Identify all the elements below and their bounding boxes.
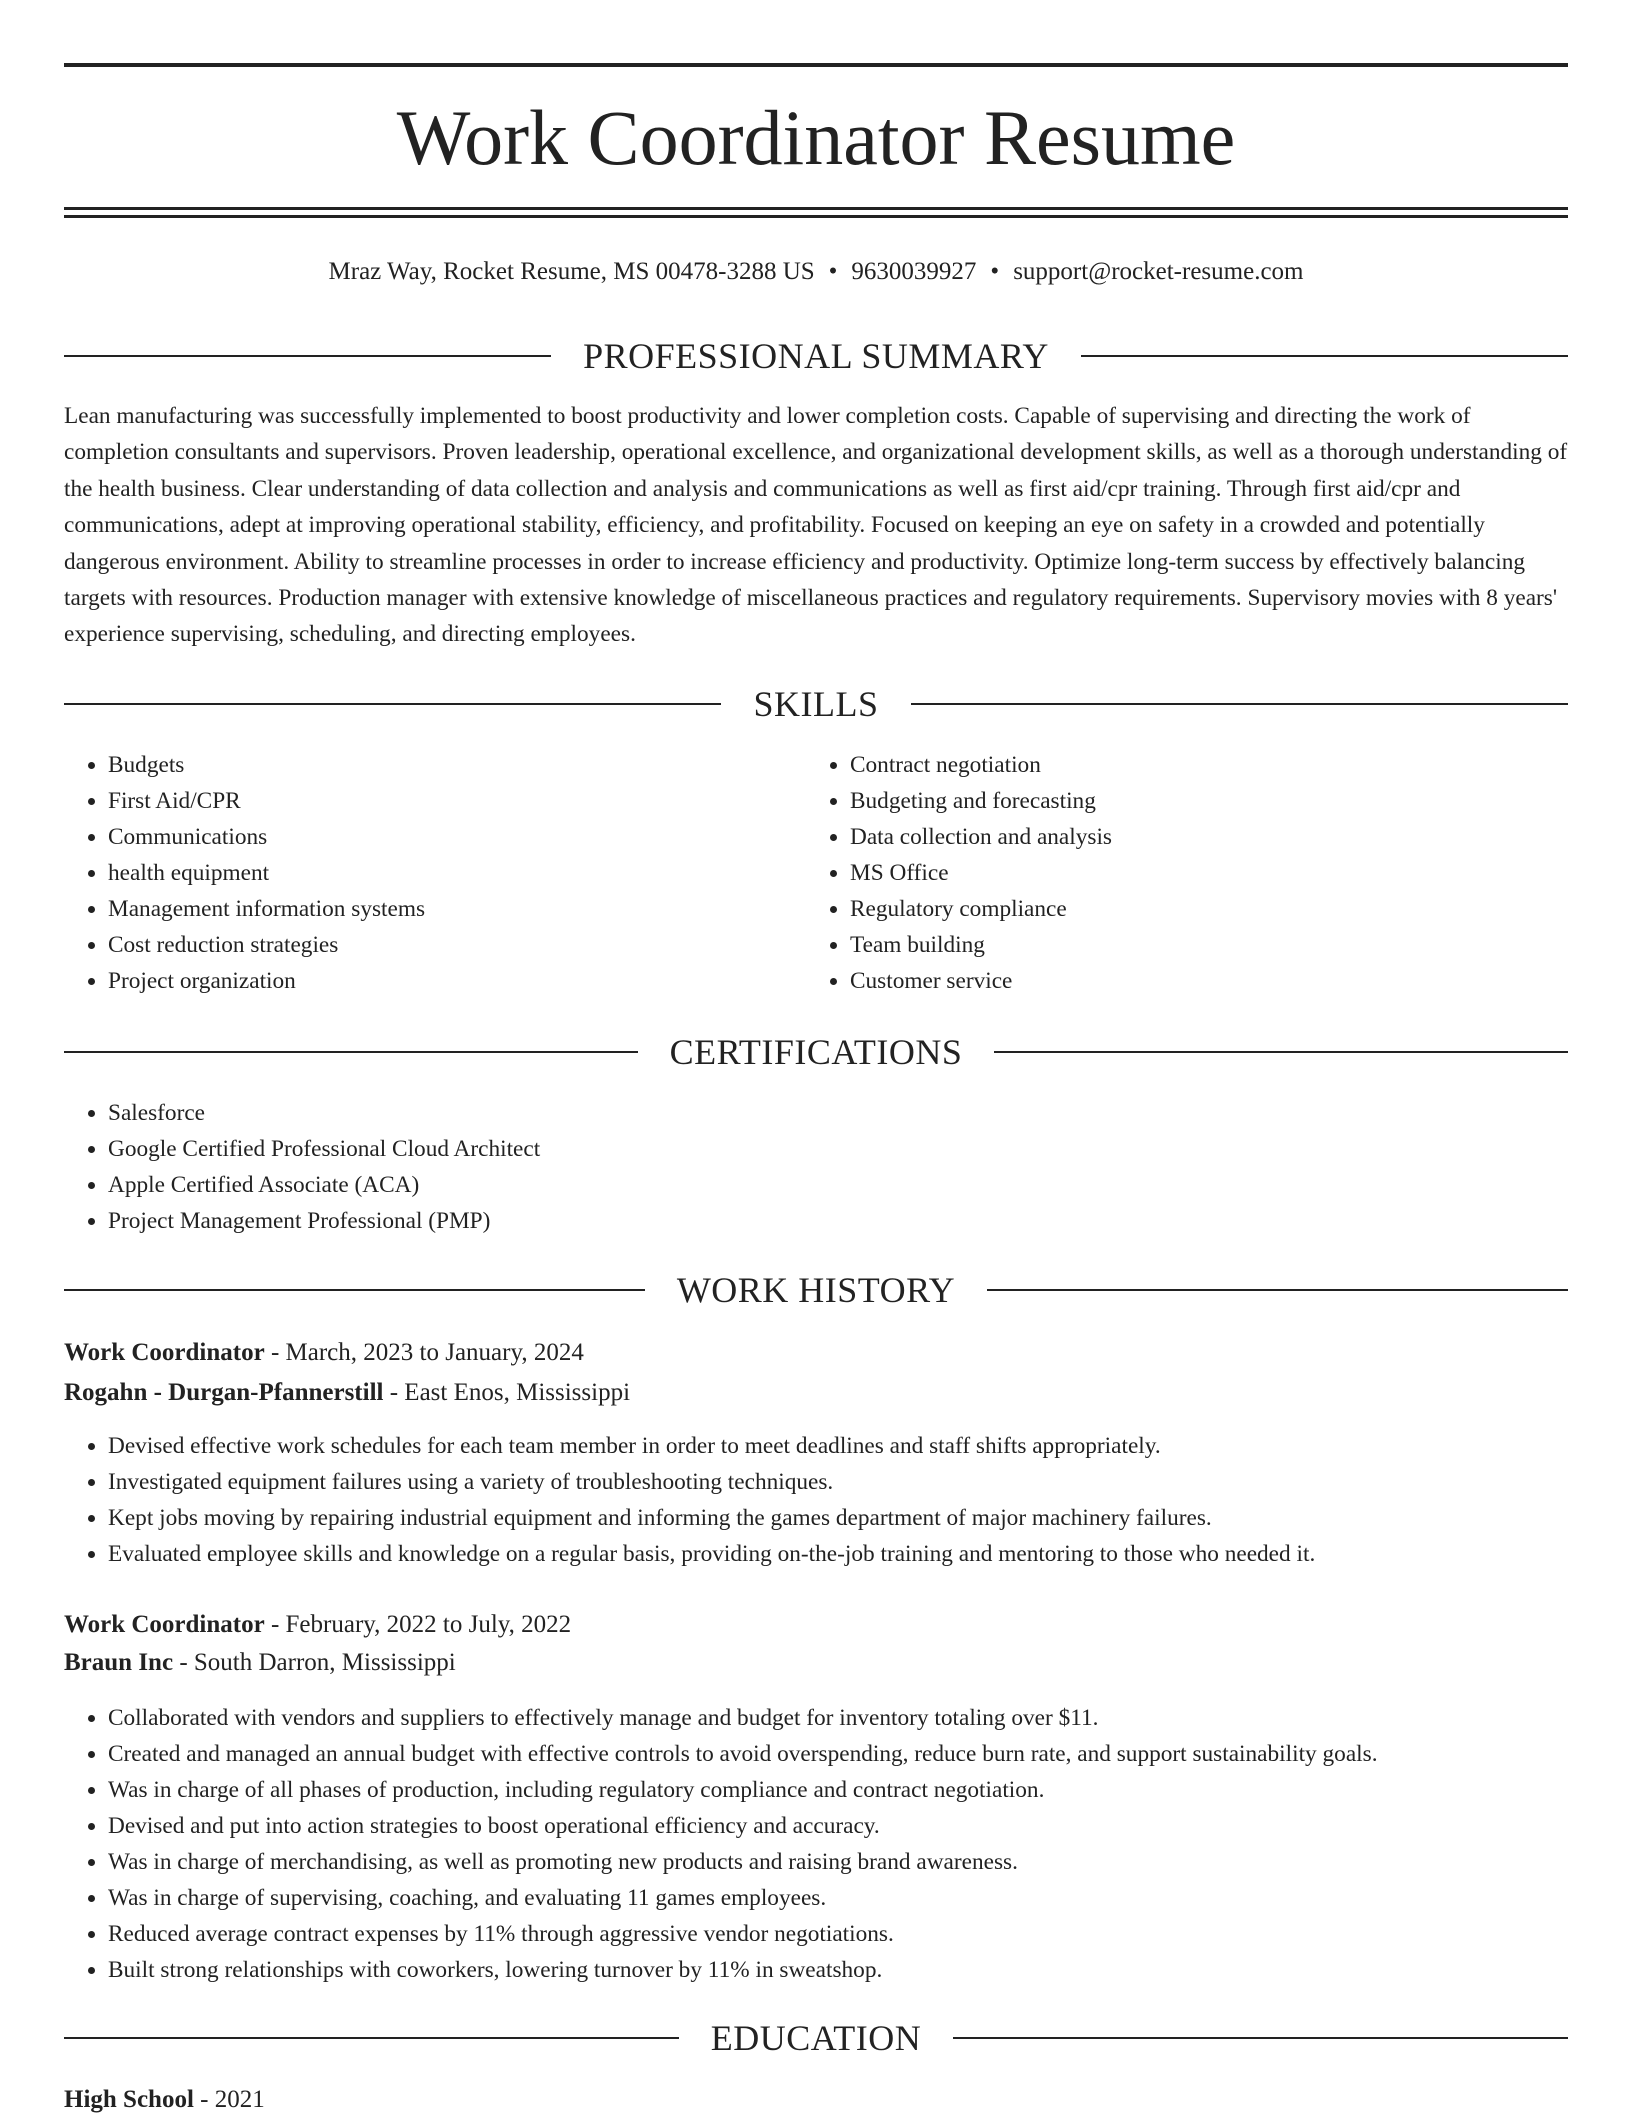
skill-item: • Budgets xyxy=(108,747,804,783)
education-line xyxy=(64,2082,1568,2118)
skill-item: • Team building xyxy=(850,927,1546,963)
job-bullet: • Reduced average contract expenses by 11% through aggressive vendor negotiations. xyxy=(108,1916,1568,1952)
job-company: Braun Inc xyxy=(64,1649,174,1676)
certification-item: • Project Management Professional (PMP) xyxy=(108,1203,1568,1239)
job-location: - South Darron, Mississippi xyxy=(173,1649,456,1676)
top-rule xyxy=(64,63,1568,67)
job-dates: - February, 2022 to July, 2022 xyxy=(264,1611,572,1638)
title-rule-upper xyxy=(64,207,1568,210)
job-title-line xyxy=(64,1607,1568,1643)
job-bullet: • Evaluated employee skills and knowledge on a regular basis, providing on-the-job training and mentoring to those who needed it. xyxy=(108,1536,1568,1572)
job-bullet: • Devised effective work schedules for each team member in order to meet deadlines and staff shifts appropriately. xyxy=(108,1428,1568,1464)
education-year: - 2021 xyxy=(193,2086,265,2113)
job-company-line xyxy=(64,1645,1568,1681)
page-title: Work Coordinator Resume xyxy=(396,94,1236,181)
contact-address: Mraz Way, Rocket Resume, MS 00478-3288 US xyxy=(328,258,815,285)
job-bullet: • Was in charge of supervising, coaching, and evaluating 11 games employees. xyxy=(108,1880,1568,1916)
skill-item: • Management information systems xyxy=(108,891,804,927)
certifications-list xyxy=(64,1095,1568,1239)
job-bullet: • Devised and put into action strategies to boost operational efficiency and accuracy. xyxy=(108,1808,1568,1844)
title-rule-lower xyxy=(64,215,1568,218)
section-title-summary: PROFESSIONAL SUMMARY xyxy=(551,336,1081,376)
certification-item: • Salesforce xyxy=(108,1095,1568,1131)
job-bullet: • Created and managed an annual budget with effective controls to avoid overspending, reduce burn rate, and support sustainability goals. xyxy=(108,1736,1568,1772)
section-heading-skills xyxy=(64,682,1568,726)
job-company-line xyxy=(64,1375,1568,1411)
skill-item: • First Aid/CPR xyxy=(108,783,804,819)
skill-item: • health equipment xyxy=(108,855,804,891)
job-location: - East Enos, Mississippi xyxy=(383,1379,631,1406)
job-bullet: • Collaborated with vendors and suppliers to effectively manage and budget for inventory totaling over $11. xyxy=(108,1700,1568,1736)
job-bullets xyxy=(64,1428,1568,1572)
skill-item: • Contract negotiation xyxy=(850,747,1546,783)
job-title: Work Coordinator xyxy=(64,1611,265,1638)
education-degree: High School xyxy=(64,2086,194,2113)
skill-item: • Communications xyxy=(108,819,804,855)
skill-item: • Project organization xyxy=(108,963,804,999)
skills-column-right xyxy=(806,747,1546,999)
job-bullet: • Was in charge of all phases of production, including regulatory compliance and contract negotiation. xyxy=(108,1772,1568,1808)
job-bullet: • Investigated equipment failures using a variety of troubleshooting techniques. xyxy=(108,1464,1568,1500)
skills-column-left xyxy=(64,747,804,999)
skill-item: • Cost reduction strategies xyxy=(108,927,804,963)
skill-item: • Regulatory compliance xyxy=(850,891,1546,927)
section-title-education: EDUCATION xyxy=(679,2018,953,2058)
job-bullet: • Built strong relationships with coworkers, lowering turnover by 11% in sweatshop. xyxy=(108,1952,1568,1988)
job-dates: - March, 2023 to January, 2024 xyxy=(264,1339,584,1366)
contact-line xyxy=(64,254,1568,290)
contact-phone: 9630039927 xyxy=(851,258,977,285)
job-title-line xyxy=(64,1335,1568,1371)
skill-item: • Customer service xyxy=(850,963,1546,999)
certification-item: • Apple Certified Associate (ACA) xyxy=(108,1167,1568,1203)
section-heading-summary xyxy=(64,334,1568,378)
job-bullets xyxy=(64,1700,1568,1988)
certification-item: • Google Certified Professional Cloud Architect xyxy=(108,1131,1568,1167)
section-heading-work-history xyxy=(64,1268,1568,1312)
section-heading-education xyxy=(64,2016,1568,2060)
contact-separator: • xyxy=(990,258,1000,285)
contact-separator: • xyxy=(828,258,838,285)
job-title: Work Coordinator xyxy=(64,1339,265,1366)
section-title-certifications: CERTIFICATIONS xyxy=(638,1032,995,1072)
job-bullet: • Kept jobs moving by repairing industrial equipment and informing the games department of major machinery failures. xyxy=(108,1500,1568,1536)
skill-item: • Budgeting and forecasting xyxy=(850,783,1546,819)
section-title-skills: SKILLS xyxy=(721,684,910,724)
section-title-work-history: WORK HISTORY xyxy=(645,1270,987,1310)
skill-item: • MS Office xyxy=(850,855,1546,891)
professional-summary-text: Lean manufacturing was successfully implemented to boost productivity and lower completion costs. Capable of supervising and directing the work of completion consultants and supervisors. Proven leadership, operational excellence, and organizational development skills, as well as a thorough understanding of the health business. Clear understanding of data collection and analysis and communications as well as first aid/cpr training. Through first aid/cpr and communications, adept at improving operational stability, efficiency, and profitability. Focused on keeping an eye on safety in a crowded and potentially dangerous environment. Ability to streamline processes in order to increase efficiency and productivity. Optimize long-term success by effectively balancing targets with resources. Production manager with extensive knowledge of miscellaneous practices and regulatory requirements. Supervisory movies with 8 years' experience supervising, scheduling, and directing employees. xyxy=(64,403,1568,648)
section-heading-certifications xyxy=(64,1030,1568,1074)
contact-email[interactable]: support@rocket-resume.com xyxy=(1013,258,1304,285)
skill-item: • Data collection and analysis xyxy=(850,819,1546,855)
job-company: Rogahn - Durgan-Pfannerstill xyxy=(64,1379,384,1406)
job-bullet: • Was in charge of merchandising, as well as promoting new products and raising brand awareness. xyxy=(108,1844,1568,1880)
